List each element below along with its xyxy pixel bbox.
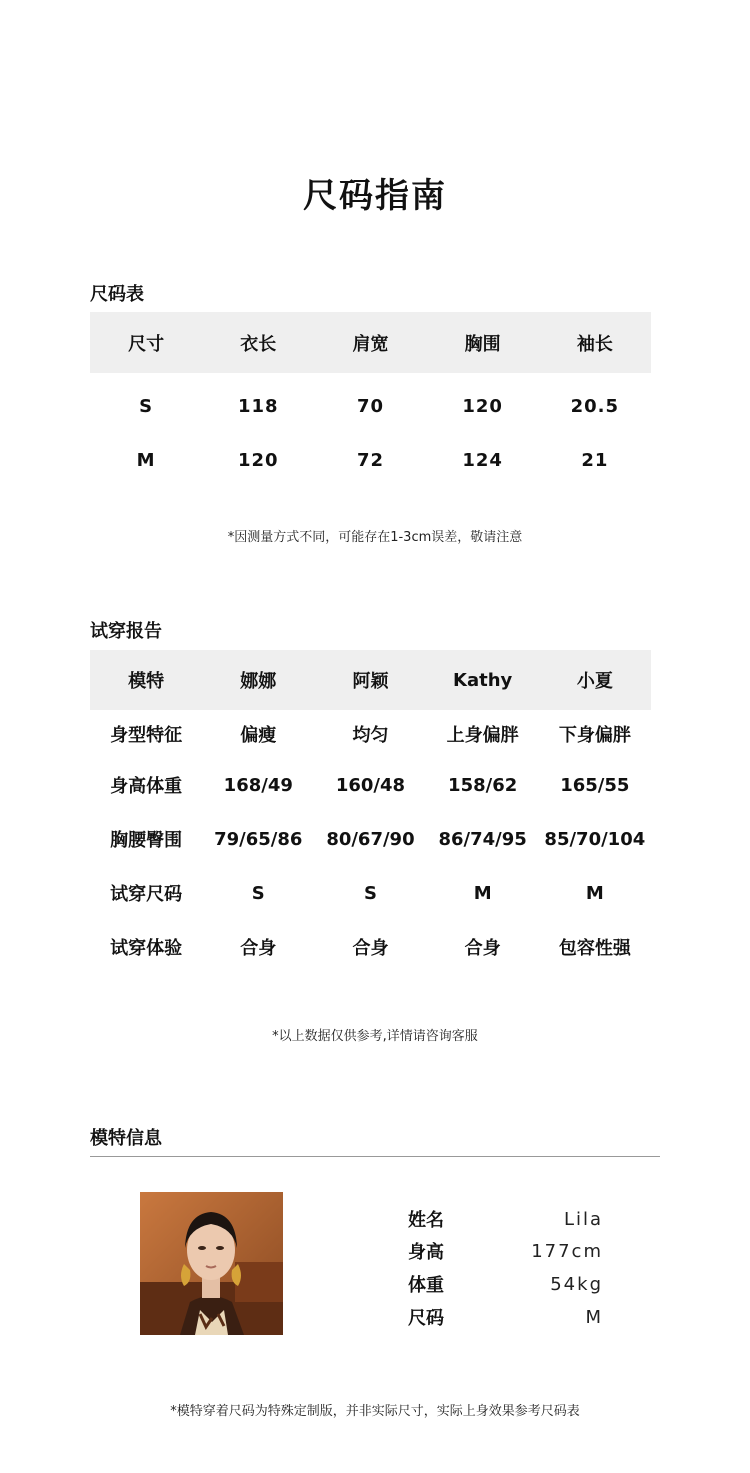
fit-report-cell: M <box>585 882 604 904</box>
fit-report-cell: 胸腰臀围 <box>110 830 183 851</box>
fit-report-cell: 均匀 <box>352 725 389 746</box>
fit-report-cell: M <box>473 882 492 904</box>
model-info-value: Lila <box>563 1208 603 1230</box>
fit-report-cell: 86/74/95 <box>438 828 527 850</box>
size-chart-header-cell: 尺寸 <box>128 333 165 355</box>
size-chart-header-cell: 袖长 <box>576 333 613 355</box>
fit-report-header-row <box>90 650 651 710</box>
model-info-row-name <box>408 1204 603 1234</box>
page-title: 尺码指南 <box>303 176 447 216</box>
fit-report-cell: 168/49 <box>223 774 293 796</box>
fit-report-cell: 85/70/104 <box>544 828 646 850</box>
size-chart-cell: M <box>136 450 156 471</box>
fit-report-cell: 80/67/90 <box>326 828 415 850</box>
model-photo <box>140 1192 283 1335</box>
size-chart-row <box>90 440 651 481</box>
model-info-row-weight <box>408 1269 603 1299</box>
model-info-label: 尺码 <box>408 1308 444 1329</box>
fit-report-cell: 165/55 <box>560 774 630 796</box>
fit-report-row <box>90 920 651 974</box>
size-chart-header-cell: 衣长 <box>240 333 277 355</box>
fit-report-cell: 身型特征 <box>110 725 183 746</box>
size-chart-header-cell: 肩宽 <box>352 333 389 355</box>
fit-report-header-cell: 模特 <box>128 671 165 692</box>
size-chart-cell: 124 <box>462 450 503 471</box>
size-chart-table <box>90 312 651 481</box>
size-chart-cell: 70 <box>356 396 384 417</box>
model-info-row-size <box>408 1302 603 1332</box>
size-chart-cell: 72 <box>356 450 384 471</box>
fit-report-row <box>90 758 651 812</box>
fit-report-cell: 包容性强 <box>558 938 631 959</box>
model-info-value: 177cm <box>531 1240 603 1262</box>
model-info-value: 54kg <box>550 1273 603 1295</box>
fit-report-header-cell: 娜娜 <box>240 671 277 692</box>
fit-report-cell: 合身 <box>352 938 389 959</box>
fit-report-row <box>90 866 651 920</box>
fit-report-cell: 身高体重 <box>110 776 183 797</box>
model-info-title: 模特信息 <box>90 1128 162 1149</box>
fit-report-header-cell: 小夏 <box>576 671 613 692</box>
size-chart-header-cell: 胸围 <box>464 333 501 355</box>
fit-report-cell: 158/62 <box>448 774 518 796</box>
size-chart-note: *因测量方式不同，可能存在1-3cm误差，敬请注意 <box>227 530 523 545</box>
model-info-label: 姓名 <box>408 1210 444 1231</box>
size-chart-cell: 120 <box>237 450 279 471</box>
fit-report-cell: 下身偏胖 <box>558 725 631 746</box>
size-chart-cell: S <box>139 396 154 417</box>
size-chart-cell: 120 <box>462 396 503 417</box>
fit-report-cell: 上身偏胖 <box>446 725 519 746</box>
model-info-label: 体重 <box>408 1275 444 1296</box>
fit-report-cell: 试穿尺码 <box>110 884 183 905</box>
fit-report-cell: S <box>251 882 265 904</box>
fit-report-note: *以上数据仅供参考,详情请咨询客服 <box>272 1029 478 1044</box>
size-chart-cell: 118 <box>237 396 279 417</box>
size-chart-row <box>90 373 651 440</box>
model-info-row-height <box>408 1236 603 1266</box>
size-chart-header-row <box>90 312 651 373</box>
fit-report-table <box>90 650 651 974</box>
fit-report-title: 试穿报告 <box>90 621 162 642</box>
fit-report-row <box>90 710 651 758</box>
model-info-note: *模特穿着尺码为特殊定制版，并非实际尺寸，实际上身效果参考尺码表 <box>170 1404 580 1419</box>
fit-report-header-cell: 阿颖 <box>352 671 389 692</box>
size-chart-cell: 21 <box>581 450 609 471</box>
section-divider <box>90 1156 660 1157</box>
fit-report-cell: 试穿体验 <box>110 938 183 959</box>
size-chart-title: 尺码表 <box>90 284 144 305</box>
size-chart-cell: 20.5 <box>570 396 620 417</box>
fit-report-row <box>90 812 651 866</box>
model-info-value: M <box>585 1306 603 1328</box>
fit-report-cell: 160/48 <box>335 774 406 796</box>
fit-report-cell: 合身 <box>464 938 501 959</box>
model-info-label: 身高 <box>408 1242 444 1263</box>
fit-report-cell: 偏瘦 <box>240 725 277 746</box>
fit-report-header-cell: Kathy <box>453 669 513 691</box>
fit-report-cell: S <box>363 882 377 904</box>
fit-report-cell: 79/65/86 <box>214 828 303 850</box>
fit-report-cell: 合身 <box>240 938 277 959</box>
